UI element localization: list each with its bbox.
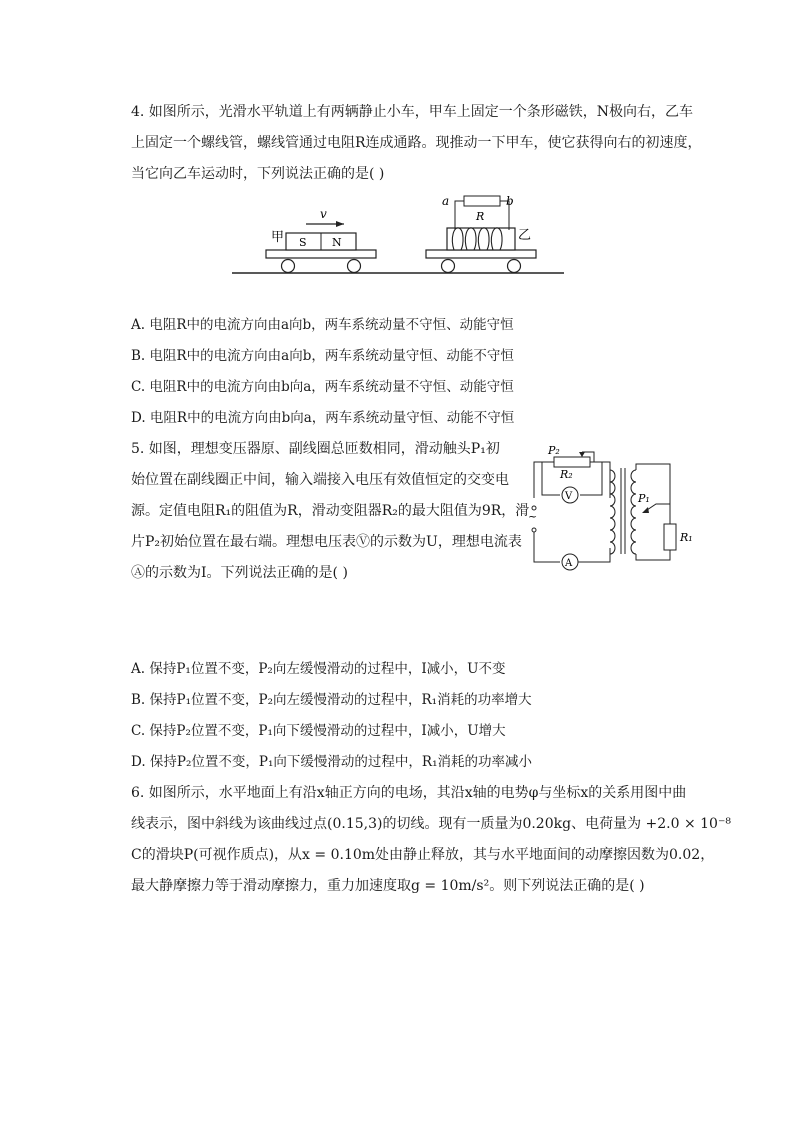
- rheostat-R2: [554, 457, 590, 467]
- q5-transformer-figure: [524, 440, 700, 576]
- q5-option-c[interactable]: C. 保持P₂位置不变，P₁向下缓慢滑动的过程中，I减小，U增大: [131, 723, 506, 739]
- magnet-S-label: S: [299, 236, 307, 249]
- q4-carts-figure: [228, 190, 568, 280]
- q6-stem-line-3: C的滑块P(可视作质点)，从x = 0.10m处由静止释放，其与水平地面间的动摩擦因数为0.02，: [131, 847, 715, 863]
- label-a: a: [442, 194, 450, 208]
- q4-option-d[interactable]: D. 电阻R中的电流方向由b向a，两车系统动量守恒、动能不守恒: [131, 410, 515, 426]
- voltmeter-label: V: [565, 491, 573, 502]
- q6-stem-line-2: 线表示，图中斜线为该曲线过点(0.15,3)的切线。现有一质量为0.20kg、电荷量为 +2.0 × 10⁻⁸: [131, 816, 731, 832]
- velocity-label: v: [320, 207, 327, 221]
- q4-option-b[interactable]: B. 电阻R中的电流方向由a向b，两车系统动量守恒、动能不守恒: [131, 348, 514, 364]
- resistor-R: [464, 196, 500, 206]
- cart-yi-wheel-right: [508, 260, 521, 273]
- primary-coil: [610, 470, 615, 554]
- secondary-coil: [631, 470, 636, 554]
- cart-yi-wheel-left: [442, 260, 455, 273]
- cart-jia-wheel-left: [282, 260, 295, 273]
- label-b: b: [506, 194, 514, 208]
- q4-stem-line-3: 当它向乙车运动时，下列说法正确的是( ): [131, 166, 385, 182]
- cart-jia-label: 甲: [271, 230, 285, 245]
- q6-stem-line-1: 6. 如图所示，水平地面上有沿x轴正方向的电场，其沿x轴的电势φ与坐标x的关系用图中曲: [131, 785, 687, 801]
- q5-stem-line-5: Ⓐ的示数为I。下列说法正确的是( ): [131, 565, 348, 581]
- q5-option-d[interactable]: D. 保持P₂位置不变，P₁向下缓慢滑动的过程中，R₁消耗的功率减小: [131, 754, 532, 770]
- q4-stem-line-2: 上固定一个螺线管，螺线管通过电阻R连成通路。现推动一下甲车，使它获得向右的初速度，: [131, 135, 702, 151]
- q5-option-b[interactable]: B. 保持P₁位置不变，P₂向左缓慢滑动的过程中，R₁消耗的功率增大: [131, 692, 532, 708]
- label-R: R: [476, 210, 485, 223]
- resistor-R1: [664, 524, 676, 550]
- solenoid-core: [447, 228, 515, 250]
- q5-option-a[interactable]: A. 保持P₁位置不变，P₂向左缓慢滑动的过程中，I减小，U不变: [131, 661, 506, 677]
- cart-yi-label: 乙: [518, 228, 532, 243]
- label-R1: R₁: [680, 531, 693, 544]
- q5-stem-line-2: 始位置在副线圈正中间，输入端接入电压有效值恒定的交变电: [131, 472, 509, 488]
- q5-stem-line-3: 源。定值电阻R₁的阻值为R，滑动变阻器R₂的最大阻值为9R，滑: [131, 503, 530, 519]
- cart-jia-body: [266, 250, 376, 258]
- velocity-arrow-head: [336, 221, 344, 227]
- cart-jia-wheel-right: [348, 260, 361, 273]
- cart-yi-body: [426, 250, 536, 258]
- label-R2: R₂: [560, 468, 573, 481]
- q5-stem-line-1: 5. 如图，理想变压器原、副线圈总匝数相同，滑动触头P₁初: [131, 441, 500, 457]
- q4-stem-line-1: 4. 如图所示，光滑水平轨道上有两辆静止小车，甲车上固定一个条形磁铁，N极向右，乙车: [131, 104, 694, 120]
- q6-stem-line-4: 最大静摩擦力等于滑动摩擦力，重力加速度取g = 10m/s²。则下列说法正确的是( ): [131, 878, 645, 894]
- magnet-N-label: N: [332, 236, 342, 249]
- ammeter-label: A: [565, 558, 573, 569]
- ac-source-symbol: ~: [528, 510, 538, 523]
- q5-stem-line-4: 片P₂初始位置在最右端。理想电压表Ⓥ的示数为U，理想电流表: [131, 534, 522, 550]
- label-P2: P₂: [548, 444, 560, 457]
- label-P1: P₁: [638, 492, 650, 505]
- q4-option-c[interactable]: C. 电阻R中的电流方向由b向a，两车系统动量不守恒、动能守恒: [131, 379, 514, 395]
- q4-option-a[interactable]: A. 电阻R中的电流方向由a向b，两车系统动量不守恒、动能守恒: [131, 317, 514, 333]
